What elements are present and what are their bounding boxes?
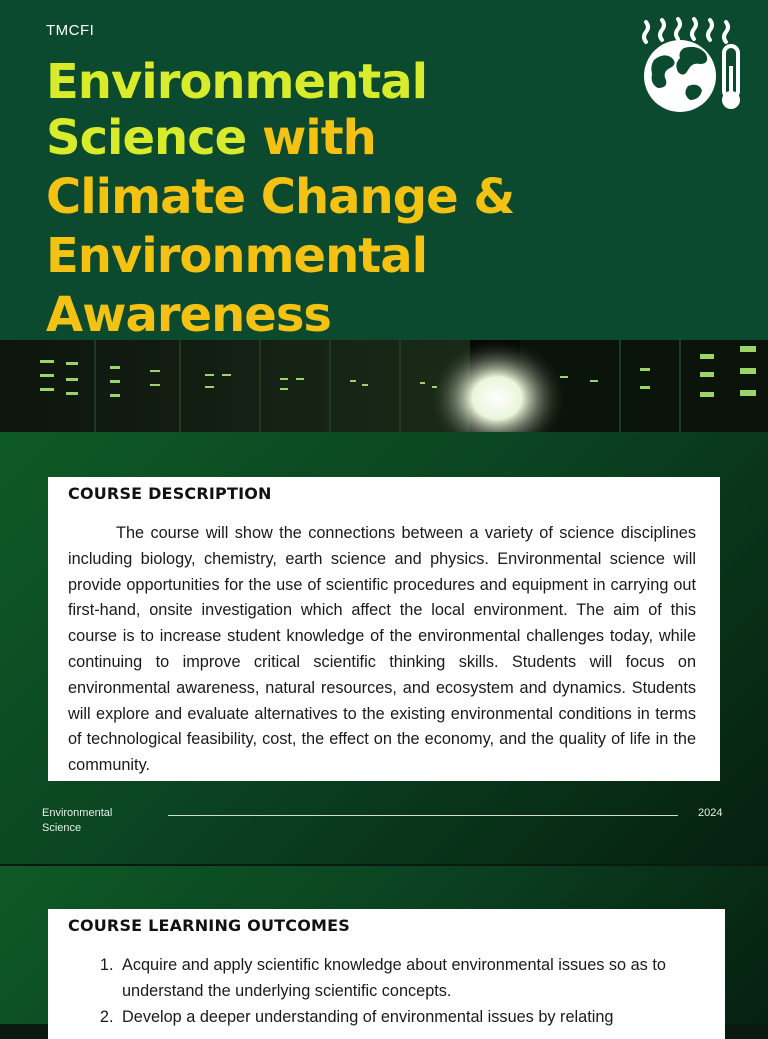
outcome-item-2: 2. Develop a deeper understanding of environmental issues by relating [118, 1005, 718, 1031]
cover-title [46, 56, 514, 340]
description-heading: COURSE DESCRIPTION [68, 484, 272, 503]
title-line-4: Environmental [46, 228, 428, 284]
title-line-3: Climate Change & [46, 169, 515, 225]
footer-divider [168, 815, 678, 816]
outcomes-list [96, 953, 718, 1030]
title-line-1: Environmental [46, 54, 428, 110]
outcomes-slide [0, 866, 768, 1024]
title-line-2 [46, 108, 514, 168]
description-slide [0, 432, 768, 864]
org-label: TMCFI [46, 22, 95, 39]
title-line-2-with: with [261, 110, 376, 166]
globe-thermometer-icon [632, 16, 748, 114]
outcomes-heading: COURSE LEARNING OUTCOMES [68, 916, 350, 935]
title-line-5: Awareness [46, 287, 331, 340]
description-body: The course will show the connections between a variety of science disciplines including biology, chemistry, earth science and physics. Environmental science will provide opportunities for the use of scientific procedures and equipment in carrying out first-hand, onsite investigation which affect the local environment. The aim of this course is to increase student knowledge of the environmental challenges today, while continuing to improve critical scientific thinking skills. Students will focus on environmental awareness, natural resources, and ecosystem and dynamics. Students will explore and evaluate alternatives to the existing environmental conditions in terms of technological feasibility, cost, the effect on the economy, and the quality of life in the community. [68, 524, 696, 775]
title-line-2-science: Science [46, 110, 247, 166]
outcomes-card [48, 909, 725, 1039]
footer-course-label: Environmental Science [42, 807, 113, 834]
outcome-item-1: 1. Acquire and apply scientific knowledge about environmental issues so as to understand the underlying scientific concepts. [118, 953, 718, 1005]
server-room-image [0, 340, 768, 432]
cover-slide [0, 0, 768, 340]
footer-year: 2024 [698, 807, 723, 819]
description-card [48, 477, 720, 781]
